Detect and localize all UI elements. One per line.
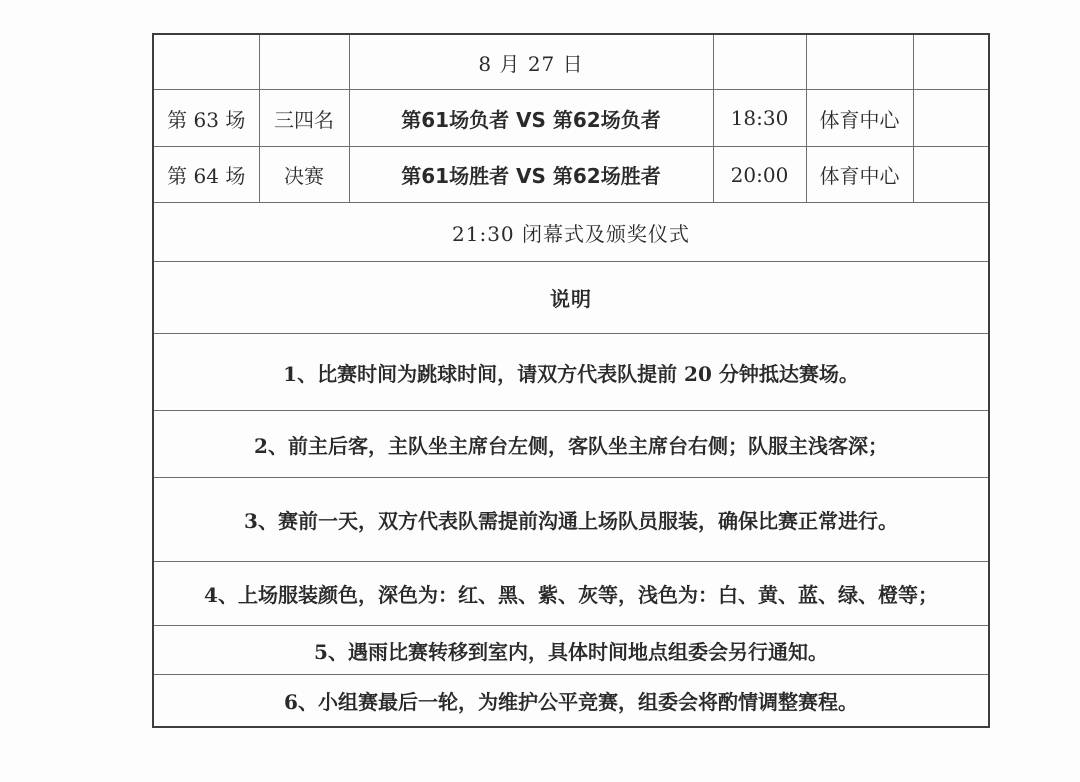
match-round: 三四名 — [259, 90, 349, 147]
table-row-note-6 — [153, 675, 989, 728]
empty-cell — [713, 34, 806, 90]
note-text: 3、赛前一天，双方代表队需提前沟通上场队员服装，确保比赛正常进行。 — [153, 478, 989, 562]
table-row-note-4 — [153, 562, 989, 626]
match-venue: 体育中心 — [806, 147, 913, 203]
note-text: 6、小组赛最后一轮，为维护公平竞赛，组委会将酌情调整赛程。 — [153, 675, 989, 728]
empty-cell — [259, 34, 349, 90]
table-row-match-63 — [153, 90, 989, 147]
notes-title: 说明 — [153, 262, 989, 334]
match-matchup: 第61场负者 VS 第62场负者 — [349, 90, 713, 147]
empty-cell — [913, 147, 989, 203]
table-row-date — [153, 34, 989, 90]
empty-cell — [806, 34, 913, 90]
table-row-note-5 — [153, 626, 989, 675]
date-header: 8 月 27 日 — [349, 34, 713, 90]
table-row-closing-ceremony — [153, 203, 989, 262]
table-row-notes-title — [153, 262, 989, 334]
table-row-note-1 — [153, 334, 989, 411]
match-round: 决赛 — [259, 147, 349, 203]
match-venue: 体育中心 — [806, 90, 913, 147]
match-number: 第 64 场 — [153, 147, 259, 203]
empty-cell — [913, 90, 989, 147]
match-matchup: 第61场胜者 VS 第62场胜者 — [349, 147, 713, 203]
match-schedule-table — [152, 33, 990, 728]
match-number: 第 63 场 — [153, 90, 259, 147]
empty-cell — [153, 34, 259, 90]
table-row-note-3 — [153, 478, 989, 562]
note-text: 5、遇雨比赛转移到室内，具体时间地点组委会另行通知。 — [153, 626, 989, 675]
match-time: 20:00 — [713, 147, 806, 203]
note-text: 4、上场服装颜色，深色为：红、黑、紫、灰等，浅色为：白、黄、蓝、绿、橙等； — [153, 562, 989, 626]
match-time: 18:30 — [713, 90, 806, 147]
table-row-match-64 — [153, 147, 989, 203]
closing-ceremony-text: 21:30 闭幕式及颁奖仪式 — [153, 203, 989, 262]
note-text: 2、前主后客，主队坐主席台左侧，客队坐主席台右侧；队服主浅客深； — [153, 411, 989, 478]
table-row-note-2 — [153, 411, 989, 478]
note-text: 1、比赛时间为跳球时间，请双方代表队提前 20 分钟抵达赛场。 — [153, 334, 989, 411]
empty-cell — [913, 34, 989, 90]
